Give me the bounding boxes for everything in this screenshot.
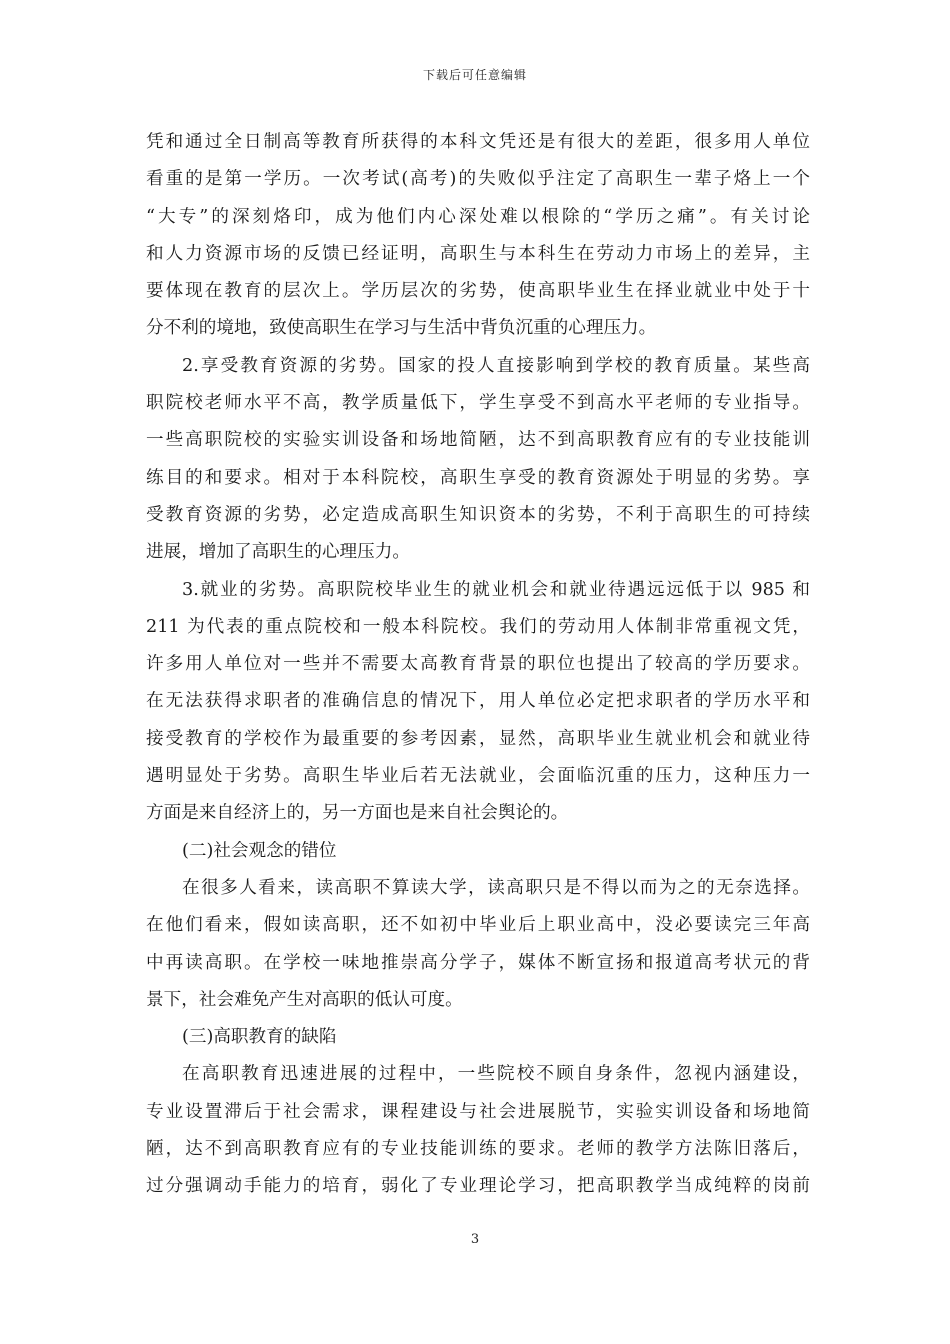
text-line: 和人力资源市场的反馈已经证明，高职生与本科生在劳动力市场上的差异，主 bbox=[146, 243, 810, 264]
text-line: 过分强调动手能力的培育，弱化了专业理论学习，把高职教学当成纯粹的岗前 bbox=[146, 1176, 810, 1197]
text-line: 在无法获得求职者的准确信息的情况下，用人单位必定把求职者的学历水平和 bbox=[146, 691, 810, 712]
page-number: 3 bbox=[470, 1232, 480, 1247]
text-line: 景下，社会难免产生对高职的低认可度。 bbox=[146, 989, 463, 1010]
text-line: 看重的是第一学历。一次考试(高考)的失败似乎注定了高职生一辈子烙上一个 bbox=[146, 169, 810, 190]
paragraph-first-line: 在很多人看来，读高职不算读大学，读高职只是不得以而为之的无奈选择。 bbox=[182, 877, 810, 898]
text-line: 陋，达不到高职教育应有的专业技能训练的要求。老师的教学方法陈旧落后， bbox=[146, 1139, 810, 1160]
text-line: 在他们看来，假如读高职，还不如初中毕业后上职业高中，没必要读完三年高 bbox=[146, 915, 810, 936]
text-line: 凭和通过全日制高等教育所获得的本科文凭还是有很大的差距，很多用人单位 bbox=[146, 132, 810, 152]
document-body bbox=[146, 124, 810, 1206]
text-line: 进展，增加了高职生的心理压力。 bbox=[146, 542, 410, 563]
text-line: 专业设置滞后于社会需求，课程建设与社会进展脱节，实验实训设备和场地简 bbox=[146, 1101, 810, 1122]
text-line: 方面是来自经济上的，另一方面也是来自社会舆论的。 bbox=[146, 803, 569, 824]
text-line: 接受教育的学校作为最重要的参考因素，显然，高职毕业生就业机会和就业待 bbox=[146, 728, 810, 749]
section-heading: (二)社会观念的错位 bbox=[182, 840, 337, 861]
text-line: 许多用人单位对一些并不需要太高教育背景的职位也提出了较高的学历要求。 bbox=[146, 654, 810, 675]
text-line: 211 为代表的重点院校和一般本科院校。我们的劳动用人体制非常重视文凭， bbox=[146, 616, 810, 637]
text-line: 中再读高职。在学校一味地推崇高分学子，媒体不断宣扬和报道高考状元的背 bbox=[146, 952, 810, 973]
paragraph-first-line: 2.享受教育资源的劣势。国家的投人直接影响到学校的教育质量。某些高 bbox=[182, 355, 810, 376]
text-line: 职院校老师水平不高，教学质量低下，学生享受不到高水平老师的专业指导。 bbox=[146, 393, 810, 414]
text-line: “大专”的深刻烙印，成为他们内心深处难以根除的“学历之痛”。有关讨论 bbox=[146, 206, 810, 227]
paragraph-first-line: 在高职教育迅速进展的过程中，一些院校不顾自身条件，忽视内涵建设， bbox=[182, 1064, 810, 1085]
text-line: 分不利的境地，致使高职生在学习与生活中背负沉重的心理压力。 bbox=[146, 318, 657, 339]
text-line: 练目的和要求。相对于本科院校，高职生享受的教育资源处于明显的劣势。享 bbox=[146, 467, 810, 488]
section-heading: (三)高职教育的缺陷 bbox=[182, 1027, 337, 1048]
text-line: 一些高职院校的实验实训设备和场地简陋，达不到高职教育应有的专业技能训 bbox=[146, 430, 810, 451]
text-line: 受教育资源的劣势，必定造成高职生知识资本的劣势，不利于高职生的可持续 bbox=[146, 504, 810, 525]
page-header: 下载后可任意编辑 bbox=[422, 68, 527, 82]
text-line: 要体现在教育的层次上。学历层次的劣势，使高职毕业生在择业就业中处于十 bbox=[146, 281, 810, 302]
paragraph-first-line: 3.就业的劣势。高职院校毕业生的就业机会和就业待遇远远低于以 985 和 bbox=[182, 579, 810, 600]
text-line: 遇明显处于劣势。高职生毕业后若无法就业，会面临沉重的压力，这种压力一 bbox=[146, 766, 810, 787]
